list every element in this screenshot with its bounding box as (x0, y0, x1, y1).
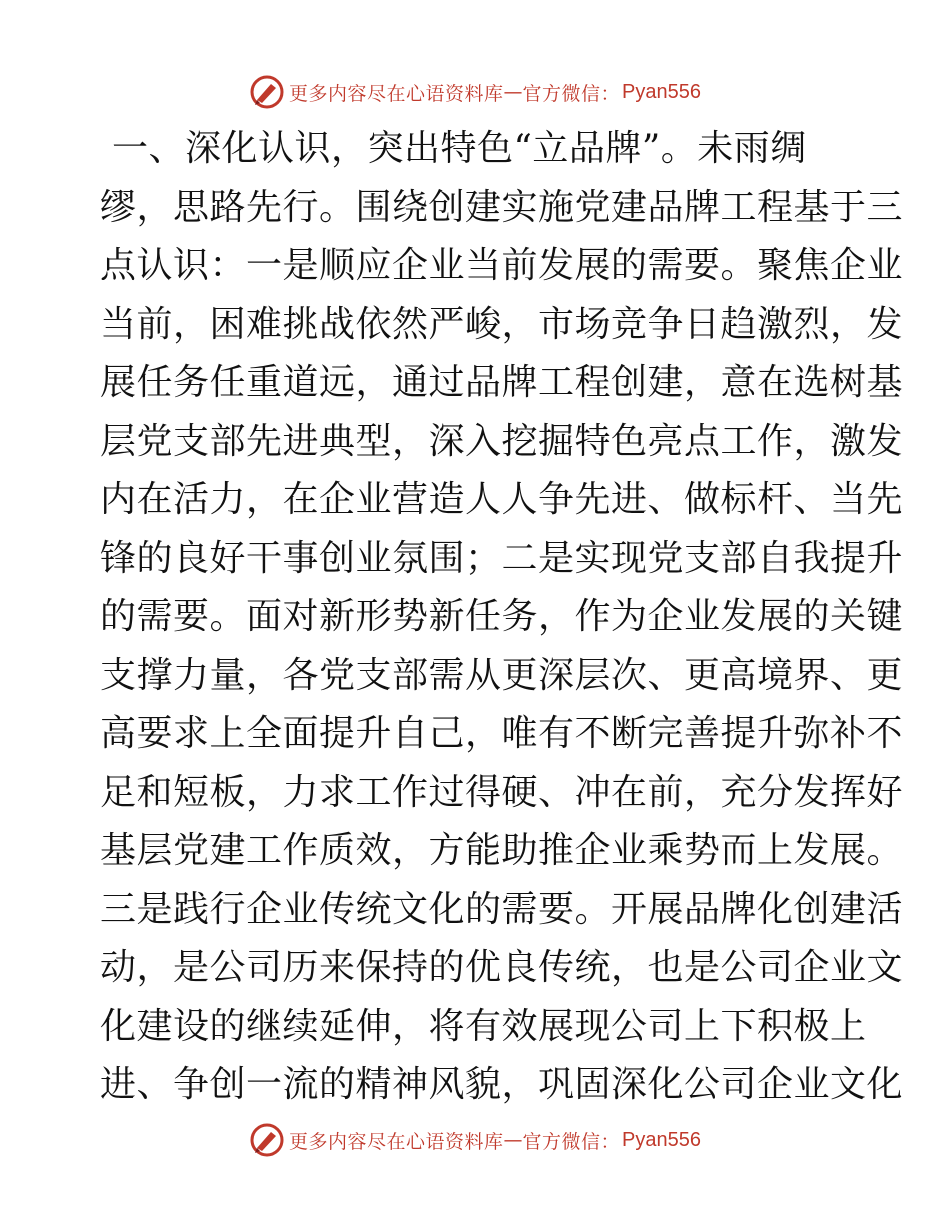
text-line: 锋的良好干事创业氛围；二是实现党支部自我提升 (100, 537, 904, 579)
watermark-suffix: 官方微信： (522, 1130, 621, 1153)
text-line: 足和短板，力求工作过得硬、冲在前，充分发挥好 (100, 771, 904, 813)
document-body (100, 120, 904, 1115)
header-watermark (0, 72, 950, 112)
text-line: 高要求上全面提升自己，唯有不断完善提升弥补不 (100, 713, 904, 754)
text-line: 动，是公司历来保持的优良传统，也是公司企业文 (100, 947, 904, 988)
watermark-separator: — (503, 1129, 523, 1151)
text-line: 内在活力，在企业营造人人争先进、做标杆、当先 (100, 479, 904, 520)
footer-watermark (0, 1120, 950, 1160)
watermark-text: 更多内容尽在心语资料库 (289, 82, 504, 105)
text-line: 化建设的继续延伸，将有效展现公司上下积极上 (100, 1005, 867, 1047)
pen-logo-icon (249, 1122, 285, 1158)
text-line: 展任务任重道远，通过品牌工程创建，意在选树基 (100, 362, 904, 403)
text-line: 一、深化认识，突出特色“立品牌”。未雨绸 (112, 128, 807, 169)
pen-logo-icon (249, 74, 285, 110)
text-line: 层党支部先进典型，深入挖掘特色亮点工作，激发 (100, 420, 904, 462)
text-line: 的需要。面对新形势新任务，作为企业发展的关键 (100, 596, 904, 637)
watermark-id: Pyan556 (622, 80, 701, 103)
text-line: 支撑力量，各党支部需从更深层次、更高境界、更 (100, 654, 904, 696)
text-line: 三是践行企业传统文化的需要。开展品牌化创建活 (100, 888, 904, 930)
text-line: 进、争创一流的精神风貌，巩固深化公司企业文化 (100, 1064, 904, 1105)
watermark-text: 更多内容尽在心语资料库 (289, 1130, 504, 1153)
watermark-suffix: 官方微信： (522, 82, 621, 105)
text-line: 缪，思路先行。围绕创建实施党建品牌工程基于三 (100, 186, 904, 228)
text-line: 基层党建工作质效，方能助推企业乘势而上发展。 (100, 830, 904, 871)
watermark-separator: — (503, 81, 523, 103)
watermark-id: Pyan556 (622, 1128, 701, 1151)
text-line: 当前，困难挑战依然严峻，市场竞争日趋激烈，发 (100, 303, 904, 345)
text-line: 点认识：一是顺应企业当前发展的需要。聚焦企业 (100, 245, 904, 286)
